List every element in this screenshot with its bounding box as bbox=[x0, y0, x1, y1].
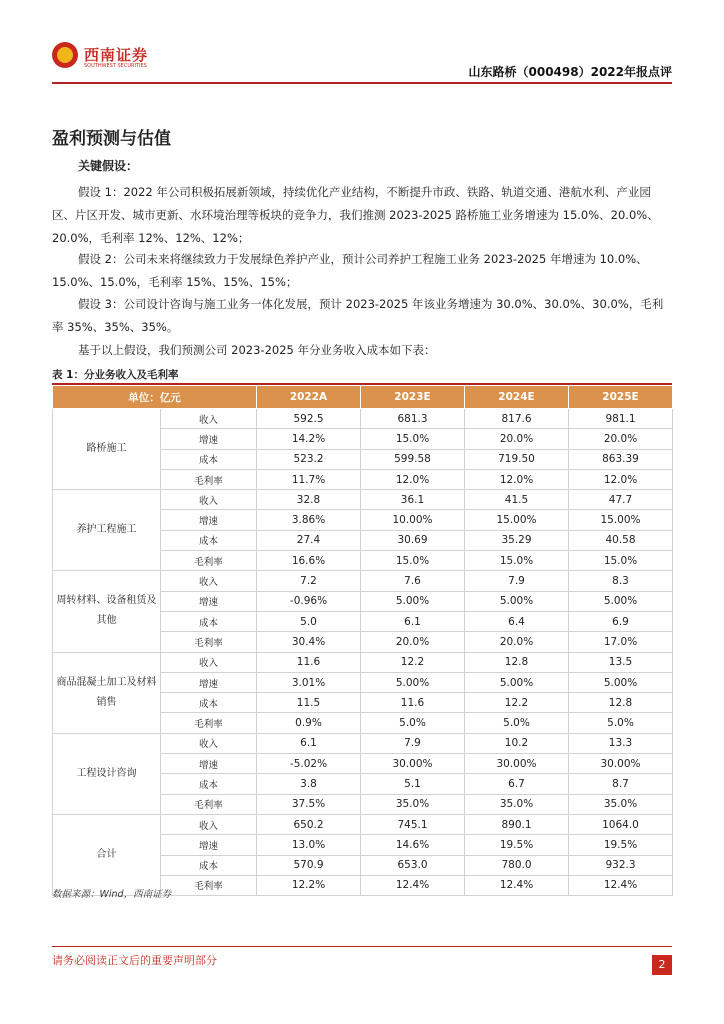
page-header bbox=[0, 0, 724, 84]
value-cell: 11.6 bbox=[361, 693, 465, 713]
value-cell: 30.00% bbox=[465, 754, 569, 774]
data-source-note: 数据来源：Wind，西南证券 bbox=[52, 889, 172, 900]
metric-label-cell: 成本 bbox=[161, 530, 257, 550]
table-row bbox=[53, 571, 673, 591]
value-cell: 19.5% bbox=[465, 835, 569, 855]
segment-name-cell: 养护工程施工 bbox=[53, 490, 161, 571]
value-cell: 5.00% bbox=[569, 591, 673, 611]
value-cell: 981.1 bbox=[569, 409, 673, 429]
value-cell: 20.0% bbox=[569, 429, 673, 449]
value-cell: 30.00% bbox=[361, 754, 465, 774]
metric-label-cell: 毛利率 bbox=[161, 551, 257, 571]
value-cell: -0.96% bbox=[257, 591, 361, 611]
value-cell: 5.00% bbox=[361, 591, 465, 611]
metric-label-cell: 毛利率 bbox=[161, 875, 257, 895]
value-cell: 35.0% bbox=[361, 794, 465, 814]
metric-label-cell: 增速 bbox=[161, 591, 257, 611]
value-cell: 5.0 bbox=[257, 611, 361, 631]
value-cell: 32.8 bbox=[257, 490, 361, 510]
value-cell: 599.58 bbox=[361, 449, 465, 469]
value-cell: 780.0 bbox=[465, 855, 569, 875]
metric-label-cell: 收入 bbox=[161, 814, 257, 834]
logo-emblem-icon bbox=[52, 42, 78, 68]
metric-label-cell: 毛利率 bbox=[161, 794, 257, 814]
footer-disclaimer: 请务必阅读正文后的重要声明部分 bbox=[52, 954, 217, 967]
assumption-paragraph-3: 假设 3：公司设计咨询与施工业务一体化发展，预计 2023-2025 年该业务增速为 30.0%、30.0%、30.0%，毛利率 35%、35%、35%。 bbox=[52, 297, 664, 334]
value-cell: 15.0% bbox=[361, 551, 465, 571]
table-header-row bbox=[53, 386, 673, 409]
segment-revenue-table bbox=[52, 385, 673, 896]
value-cell: 12.8 bbox=[569, 693, 673, 713]
metric-label-cell: 毛利率 bbox=[161, 632, 257, 652]
report-title: 山东路桥（000498）2022年报点评 bbox=[468, 65, 672, 79]
value-cell: 6.9 bbox=[569, 611, 673, 631]
segment-name-cell: 周转材料、设备租赁及其他 bbox=[53, 571, 161, 652]
metric-label-cell: 成本 bbox=[161, 855, 257, 875]
header-2022a: 2022A bbox=[257, 386, 361, 409]
value-cell: 719.50 bbox=[465, 449, 569, 469]
value-cell: 11.7% bbox=[257, 469, 361, 489]
header-2024e: 2024E bbox=[465, 386, 569, 409]
footer-divider bbox=[52, 946, 672, 947]
value-cell: 3.8 bbox=[257, 774, 361, 794]
value-cell: 12.4% bbox=[569, 875, 673, 895]
table-row bbox=[53, 652, 673, 672]
value-cell: 5.1 bbox=[361, 774, 465, 794]
table-caption: 表 1：分业务收入及毛利率 bbox=[52, 369, 179, 381]
value-cell: 592.5 bbox=[257, 409, 361, 429]
value-cell: 41.5 bbox=[465, 490, 569, 510]
metric-label-cell: 增速 bbox=[161, 835, 257, 855]
value-cell: 12.0% bbox=[465, 469, 569, 489]
segment-name-cell: 路桥施工 bbox=[53, 409, 161, 490]
value-cell: 11.6 bbox=[257, 652, 361, 672]
value-cell: 12.4% bbox=[361, 875, 465, 895]
value-cell: 20.0% bbox=[361, 632, 465, 652]
metric-label-cell: 收入 bbox=[161, 571, 257, 591]
value-cell: 10.2 bbox=[465, 733, 569, 753]
assumption-paragraph-2: 假设 2：公司未来将继续致力于发展绿色养护产业，预计公司养护工程施工业务 2023-2025 年增速为 10.0%、15.0%、15.0%，毛利率 15%、15%、15%； bbox=[52, 252, 648, 289]
metric-label-cell: 增速 bbox=[161, 510, 257, 530]
value-cell: 12.0% bbox=[569, 469, 673, 489]
section-title: 盈利预测与估值 bbox=[52, 129, 171, 149]
header-divider bbox=[52, 82, 672, 84]
value-cell: 523.2 bbox=[257, 449, 361, 469]
key-assumptions-title: 关键假设： bbox=[78, 159, 139, 173]
value-cell: 36.1 bbox=[361, 490, 465, 510]
value-cell: 37.5% bbox=[257, 794, 361, 814]
value-cell: 570.9 bbox=[257, 855, 361, 875]
value-cell: 745.1 bbox=[361, 814, 465, 834]
value-cell: 6.1 bbox=[361, 611, 465, 631]
metric-label-cell: 成本 bbox=[161, 774, 257, 794]
value-cell: 1064.0 bbox=[569, 814, 673, 834]
value-cell: 5.00% bbox=[569, 672, 673, 692]
table-row bbox=[53, 814, 673, 834]
metric-label-cell: 收入 bbox=[161, 733, 257, 753]
value-cell: 16.6% bbox=[257, 551, 361, 571]
value-cell: 8.3 bbox=[569, 571, 673, 591]
segment-name-cell: 合计 bbox=[53, 814, 161, 895]
value-cell: 35.0% bbox=[465, 794, 569, 814]
value-cell: 7.6 bbox=[361, 571, 465, 591]
table-row bbox=[53, 490, 673, 510]
value-cell: 47.7 bbox=[569, 490, 673, 510]
metric-label-cell: 成本 bbox=[161, 693, 257, 713]
value-cell: 10.00% bbox=[361, 510, 465, 530]
value-cell: 12.2% bbox=[257, 875, 361, 895]
logo-text-cn: 西南证券 bbox=[84, 46, 149, 64]
value-cell: 20.0% bbox=[465, 632, 569, 652]
value-cell: 12.2 bbox=[361, 652, 465, 672]
value-cell: 15.00% bbox=[465, 510, 569, 530]
value-cell: 653.0 bbox=[361, 855, 465, 875]
metric-label-cell: 毛利率 bbox=[161, 713, 257, 733]
table-row bbox=[53, 409, 673, 429]
metric-label-cell: 收入 bbox=[161, 490, 257, 510]
value-cell: 13.0% bbox=[257, 835, 361, 855]
metric-label-cell: 成本 bbox=[161, 449, 257, 469]
value-cell: 30.00% bbox=[569, 754, 673, 774]
metric-label-cell: 增速 bbox=[161, 672, 257, 692]
metric-label-cell: 增速 bbox=[161, 754, 257, 774]
value-cell: 27.4 bbox=[257, 530, 361, 550]
value-cell: 17.0% bbox=[569, 632, 673, 652]
value-cell: 0.9% bbox=[257, 713, 361, 733]
value-cell: 14.6% bbox=[361, 835, 465, 855]
value-cell: 890.1 bbox=[465, 814, 569, 834]
value-cell: 681.3 bbox=[361, 409, 465, 429]
header-2023e: 2023E bbox=[361, 386, 465, 409]
value-cell: 14.2% bbox=[257, 429, 361, 449]
value-cell: 30.69 bbox=[361, 530, 465, 550]
header-unit: 单位：亿元 bbox=[53, 386, 257, 409]
segment-name-cell: 商品混凝土加工及材料销售 bbox=[53, 652, 161, 733]
value-cell: 13.3 bbox=[569, 733, 673, 753]
value-cell: 35.0% bbox=[569, 794, 673, 814]
value-cell: 6.7 bbox=[465, 774, 569, 794]
logo-text-en: SOUTHWEST SECURITIES bbox=[84, 63, 147, 69]
value-cell: 12.2 bbox=[465, 693, 569, 713]
metric-label-cell: 毛利率 bbox=[161, 469, 257, 489]
value-cell: 5.00% bbox=[465, 591, 569, 611]
value-cell: 15.0% bbox=[361, 429, 465, 449]
value-cell: 5.0% bbox=[569, 713, 673, 733]
value-cell: 40.58 bbox=[569, 530, 673, 550]
assumption-paragraph-1: 假设 1：2022 年公司积极拓展新领域，持续优化产业结构，不断提升市政、铁路、轨道交通、港航水利、产业园区、片区开发、城市更新、水环境治理等板块的竞争力，我们推测 2023-2025 路桥施工业务增速为 15.0%、20.0%、20.0%，毛利率 12%、12%、12%； bbox=[52, 185, 659, 245]
metric-label-cell: 增速 bbox=[161, 429, 257, 449]
value-cell: 7.2 bbox=[257, 571, 361, 591]
segment-name-cell: 工程设计咨询 bbox=[53, 733, 161, 814]
value-cell: 11.5 bbox=[257, 693, 361, 713]
value-cell: 15.0% bbox=[465, 551, 569, 571]
value-cell: 817.6 bbox=[465, 409, 569, 429]
metric-label-cell: 收入 bbox=[161, 652, 257, 672]
value-cell: 863.39 bbox=[569, 449, 673, 469]
metric-label-cell: 收入 bbox=[161, 409, 257, 429]
value-cell: 15.0% bbox=[569, 551, 673, 571]
forecast-intro-paragraph: 基于以上假设，我们预测公司 2023-2025 年分业务收入成本如下表： bbox=[78, 343, 436, 357]
value-cell: 932.3 bbox=[569, 855, 673, 875]
value-cell: 19.5% bbox=[569, 835, 673, 855]
value-cell: 5.00% bbox=[361, 672, 465, 692]
value-cell: 8.7 bbox=[569, 774, 673, 794]
value-cell: 5.0% bbox=[361, 713, 465, 733]
header-2025e: 2025E bbox=[569, 386, 673, 409]
value-cell: 3.86% bbox=[257, 510, 361, 530]
value-cell: 7.9 bbox=[465, 571, 569, 591]
value-cell: 7.9 bbox=[361, 733, 465, 753]
page-number: 2 bbox=[652, 955, 672, 975]
company-logo bbox=[52, 42, 162, 76]
value-cell: 12.4% bbox=[465, 875, 569, 895]
value-cell: -5.02% bbox=[257, 754, 361, 774]
value-cell: 5.0% bbox=[465, 713, 569, 733]
value-cell: 13.5 bbox=[569, 652, 673, 672]
value-cell: 12.8 bbox=[465, 652, 569, 672]
table-row bbox=[53, 733, 673, 753]
value-cell: 3.01% bbox=[257, 672, 361, 692]
value-cell: 650.2 bbox=[257, 814, 361, 834]
value-cell: 12.0% bbox=[361, 469, 465, 489]
value-cell: 35.29 bbox=[465, 530, 569, 550]
value-cell: 15.00% bbox=[569, 510, 673, 530]
value-cell: 5.00% bbox=[465, 672, 569, 692]
metric-label-cell: 成本 bbox=[161, 611, 257, 631]
value-cell: 6.4 bbox=[465, 611, 569, 631]
value-cell: 20.0% bbox=[465, 429, 569, 449]
value-cell: 6.1 bbox=[257, 733, 361, 753]
value-cell: 30.4% bbox=[257, 632, 361, 652]
